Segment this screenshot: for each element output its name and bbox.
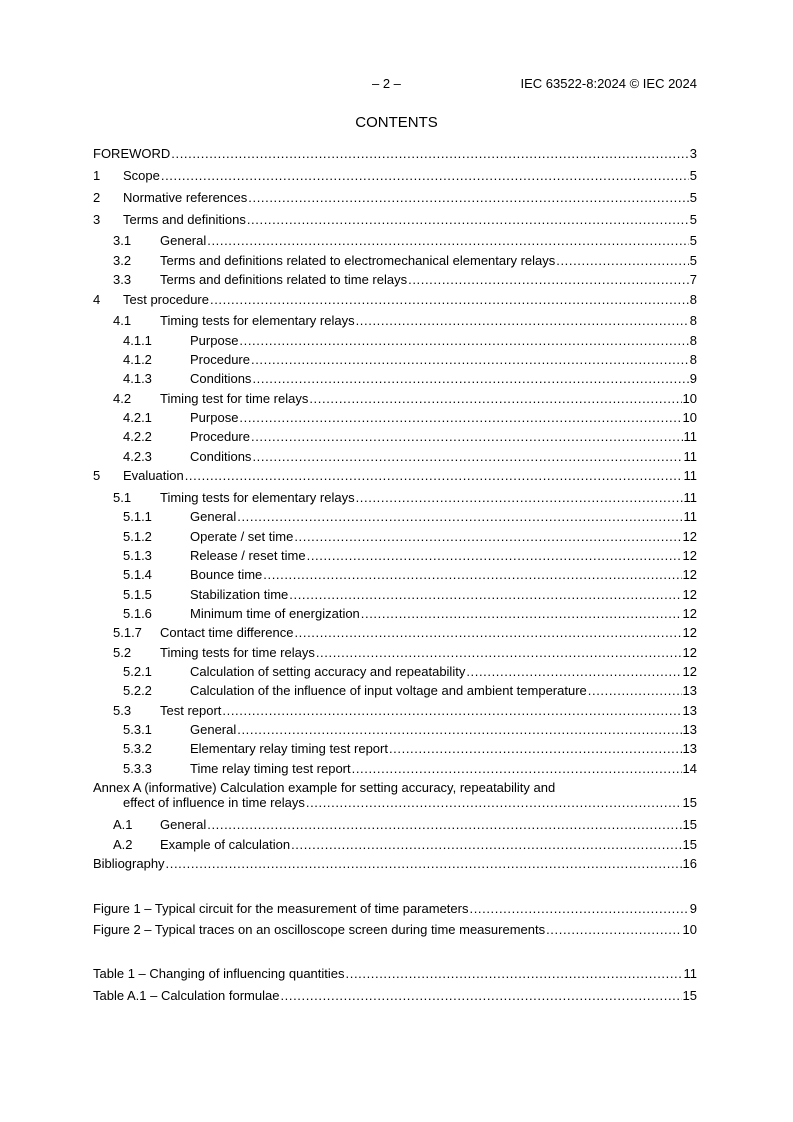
toc-entry-label: Purpose bbox=[190, 333, 239, 348]
toc-entry-body bbox=[160, 271, 697, 289]
toc-entry-page: 13 bbox=[682, 722, 697, 737]
toc-entry-label: Example of calculation bbox=[160, 837, 291, 852]
toc-entry-number: 5 bbox=[93, 468, 101, 483]
dot-leader bbox=[309, 390, 681, 408]
toc-entry[interactable] bbox=[93, 271, 697, 289]
toc-entry-body bbox=[190, 566, 697, 584]
toc-entry[interactable] bbox=[93, 145, 697, 163]
dot-leader bbox=[588, 682, 682, 700]
dot-leader bbox=[556, 252, 689, 270]
toc-entry-page: 11 bbox=[683, 509, 697, 524]
toc-entry-page: 12 bbox=[682, 548, 697, 563]
toc-entry-body bbox=[190, 721, 697, 739]
toc-entry-page: 12 bbox=[682, 664, 697, 679]
dot-leader bbox=[294, 624, 681, 642]
dot-leader bbox=[252, 448, 682, 466]
toc-entry[interactable] bbox=[93, 836, 697, 854]
dot-leader bbox=[207, 232, 689, 250]
toc-entry-page: 15 bbox=[682, 988, 697, 1003]
toc-entry[interactable] bbox=[93, 332, 697, 350]
toc-entry[interactable] bbox=[93, 291, 697, 309]
toc-entry-body bbox=[190, 528, 697, 546]
toc-entry-label: Stabilization time bbox=[190, 587, 289, 602]
toc-entry[interactable] bbox=[93, 428, 697, 446]
toc-entry-page: 8 bbox=[689, 292, 697, 307]
toc-entry-number: 4.1.1 bbox=[123, 333, 152, 348]
toc-entry-label: Time relay timing test report bbox=[190, 761, 351, 776]
dot-leader bbox=[469, 900, 688, 918]
toc-entry-page: 13 bbox=[682, 741, 697, 756]
toc-entry-number: 4.1.3 bbox=[123, 371, 152, 386]
toc-entry-number: 5.1.5 bbox=[123, 587, 152, 602]
dot-leader bbox=[356, 312, 689, 330]
toc-entry-page: 15 bbox=[682, 795, 697, 810]
toc-entry-body bbox=[160, 232, 697, 250]
dot-leader bbox=[316, 644, 682, 662]
toc-entry[interactable] bbox=[93, 624, 697, 642]
toc-entry-number: 5.1.1 bbox=[123, 509, 152, 524]
toc-entry[interactable] bbox=[93, 721, 697, 739]
toc-entry-page: 5 bbox=[689, 168, 697, 183]
dot-leader bbox=[291, 836, 681, 854]
toc-entry-label: General bbox=[160, 817, 207, 832]
toc-entry-body bbox=[190, 428, 697, 446]
toc-entry-body bbox=[123, 291, 697, 309]
toc-entry-number: 5.3.1 bbox=[123, 722, 152, 737]
dot-leader bbox=[171, 145, 688, 163]
toc-entry-page: 11 bbox=[683, 490, 697, 505]
toc-entry-label: General bbox=[190, 722, 237, 737]
toc-entry-number: 4.2.1 bbox=[123, 410, 152, 425]
dot-leader bbox=[251, 428, 683, 446]
dot-leader bbox=[237, 721, 681, 739]
toc-entry-label: Procedure bbox=[190, 352, 250, 367]
toc-entry-label: Timing test for time relays bbox=[160, 391, 309, 406]
toc-entry-body bbox=[190, 547, 697, 565]
toc-entry-page: 3 bbox=[689, 146, 697, 161]
toc-entry-page: 9 bbox=[689, 901, 697, 916]
toc-entry-label: Terms and definitions bbox=[123, 212, 246, 227]
toc-entry[interactable] bbox=[93, 900, 697, 918]
toc-entry[interactable] bbox=[93, 211, 697, 229]
dot-leader bbox=[185, 467, 683, 485]
toc-entry-page: 16 bbox=[682, 856, 697, 871]
toc-entry-page: 13 bbox=[682, 683, 697, 698]
toc-entry-label: Timing tests for elementary relays bbox=[160, 490, 355, 505]
annex-a-heading[interactable]: Annex A (informative) Calculation example for setting accuracy, repeatability and bbox=[93, 780, 556, 795]
toc-entry[interactable] bbox=[93, 351, 697, 369]
toc-entry[interactable] bbox=[93, 390, 697, 408]
toc-entry-label: Terms and definitions related to time relays bbox=[160, 272, 408, 287]
toc-entry-label: Terms and definitions related to electromechanical elementary relays bbox=[160, 253, 556, 268]
toc-entry[interactable] bbox=[93, 566, 697, 584]
toc-entry-label: Purpose bbox=[190, 410, 239, 425]
toc-entry-page: 8 bbox=[689, 313, 697, 328]
dot-leader bbox=[307, 547, 682, 565]
dot-leader bbox=[389, 740, 682, 758]
toc-entry-label: General bbox=[190, 509, 237, 524]
toc-entry-body bbox=[93, 965, 697, 983]
toc-entry[interactable] bbox=[93, 312, 697, 330]
toc-entry[interactable] bbox=[93, 605, 697, 623]
toc-entry-number: 5.1.6 bbox=[123, 606, 152, 621]
toc-entry[interactable] bbox=[93, 965, 697, 983]
toc-entry-label: Bibliography bbox=[93, 856, 165, 871]
toc-entry-number: 5.2.1 bbox=[123, 664, 152, 679]
toc-entry-page: 8 bbox=[689, 352, 697, 367]
toc-entry-body bbox=[190, 409, 697, 427]
dot-leader bbox=[161, 167, 689, 185]
toc-entry-number: 4.2.2 bbox=[123, 429, 152, 444]
toc-entry-label: Figure 1 – Typical circuit for the measurement of time parameters bbox=[93, 901, 469, 916]
toc-entry-number: 4.2 bbox=[113, 391, 132, 406]
toc-entry-page: 5 bbox=[689, 233, 697, 248]
toc-entry[interactable] bbox=[93, 232, 697, 250]
dot-leader bbox=[251, 351, 689, 369]
page-number: – 2 – bbox=[372, 76, 401, 91]
toc-entry-number: 4.1 bbox=[113, 313, 132, 328]
toc-entry[interactable] bbox=[93, 644, 697, 662]
toc-entry-page: 10 bbox=[682, 391, 697, 406]
toc-entry-label: Figure 2 – Typical traces on an oscilloscope screen during time measurements bbox=[93, 922, 546, 937]
toc-entry-page: 9 bbox=[689, 371, 697, 386]
dot-leader bbox=[248, 189, 688, 207]
toc-entry-label: Operate / set time bbox=[190, 529, 294, 544]
toc-entry-label: Evaluation bbox=[123, 468, 184, 483]
toc-entry-number: A.2 bbox=[113, 837, 133, 852]
toc-entry-body bbox=[160, 644, 697, 662]
toc-entry[interactable] bbox=[93, 547, 697, 565]
toc-entry-body bbox=[93, 987, 697, 1005]
toc-entry-number: 4.1.2 bbox=[123, 352, 152, 367]
toc-entry-body bbox=[160, 702, 697, 720]
toc-entry-number: 5.1.2 bbox=[123, 529, 152, 544]
dot-leader bbox=[239, 332, 688, 350]
dot-leader bbox=[239, 409, 681, 427]
toc-entry-number: 1 bbox=[93, 168, 101, 183]
toc-entry-label: effect of influence in time relays bbox=[123, 795, 305, 810]
toc-entry-body bbox=[123, 189, 697, 207]
toc-entry-body bbox=[123, 794, 697, 812]
toc-entry[interactable] bbox=[93, 370, 697, 388]
toc-entry[interactable] bbox=[93, 448, 697, 466]
toc-entry[interactable] bbox=[93, 489, 697, 507]
toc-entry-body bbox=[93, 855, 697, 873]
contents-title: CONTENTS bbox=[355, 114, 438, 131]
toc-entry-page: 12 bbox=[682, 529, 697, 544]
toc-entry[interactable] bbox=[93, 409, 697, 427]
toc-entry-label: Calculation of the influence of input voltage and ambient temperature bbox=[190, 683, 587, 698]
dot-leader bbox=[289, 586, 681, 604]
dot-leader bbox=[280, 987, 681, 1005]
toc-entry-page: 11 bbox=[683, 449, 697, 464]
toc-entry-page: 13 bbox=[682, 703, 697, 718]
toc-entry-page: 11 bbox=[683, 966, 697, 981]
toc-entry-page: 15 bbox=[682, 837, 697, 852]
toc-entry-label: Conditions bbox=[190, 449, 252, 464]
toc-entry-body bbox=[160, 624, 697, 642]
toc-entry-body bbox=[123, 467, 697, 485]
dot-leader bbox=[263, 566, 681, 584]
toc-entry-body bbox=[160, 390, 697, 408]
toc-entry-number: 3.2 bbox=[113, 253, 132, 268]
toc-entry[interactable] bbox=[93, 816, 697, 834]
toc-entry-label: Table 1 – Changing of influencing quantities bbox=[93, 966, 345, 981]
toc-entry-body bbox=[93, 921, 697, 939]
toc-entry-number: 4 bbox=[93, 292, 101, 307]
toc-entry-page: 7 bbox=[689, 272, 697, 287]
dot-leader bbox=[361, 605, 682, 623]
toc-entry[interactable] bbox=[93, 855, 697, 873]
toc-entry-number: 5.1 bbox=[113, 490, 132, 505]
toc-entry[interactable] bbox=[93, 508, 697, 526]
toc-entry-label: Conditions bbox=[190, 371, 252, 386]
toc-entry-page: 12 bbox=[682, 645, 697, 660]
toc-entry-body bbox=[190, 370, 697, 388]
toc-entry-body bbox=[123, 211, 697, 229]
dot-leader bbox=[346, 965, 683, 983]
toc-entry-body bbox=[190, 682, 697, 700]
toc-entry-page: 10 bbox=[682, 410, 697, 425]
toc-entry[interactable] bbox=[93, 740, 697, 758]
toc-entry[interactable] bbox=[93, 252, 697, 270]
dot-leader bbox=[306, 794, 682, 812]
dot-leader bbox=[408, 271, 689, 289]
toc-entry-body bbox=[160, 489, 697, 507]
toc-entry-label: Calculation of setting accuracy and repeatability bbox=[190, 664, 466, 679]
toc-entry-label: Normative references bbox=[123, 190, 248, 205]
toc-entry-body bbox=[123, 167, 697, 185]
toc-entry-label: Procedure bbox=[190, 429, 250, 444]
toc-entry-body bbox=[160, 836, 697, 854]
toc-entry-page: 12 bbox=[682, 625, 697, 640]
toc-entry-number: 5.1.3 bbox=[123, 548, 152, 563]
toc-entry-label: Table A.1 – Calculation formulae bbox=[93, 988, 280, 1003]
dot-leader bbox=[356, 489, 683, 507]
toc-entry-label: Release / reset time bbox=[190, 548, 306, 563]
toc-entry[interactable] bbox=[93, 167, 697, 185]
toc-entry-number: 2 bbox=[93, 190, 101, 205]
toc-entry-page: 14 bbox=[682, 761, 697, 776]
toc-entry-page: 10 bbox=[682, 922, 697, 937]
toc-entry-page: 12 bbox=[682, 606, 697, 621]
toc-entry[interactable] bbox=[93, 663, 697, 681]
dot-leader bbox=[546, 921, 681, 939]
toc-entry-body bbox=[93, 145, 697, 163]
toc-entry-page: 5 bbox=[689, 212, 697, 227]
toc-entry-label: Contact time difference bbox=[160, 625, 294, 640]
toc-entry-page: 5 bbox=[689, 253, 697, 268]
toc-entry-page: 11 bbox=[683, 468, 697, 483]
dot-leader bbox=[247, 211, 689, 229]
toc-entry[interactable] bbox=[93, 467, 697, 485]
dot-leader bbox=[294, 528, 681, 546]
toc-entry-number: 4.2.3 bbox=[123, 449, 152, 464]
toc-entry-label: Scope bbox=[123, 168, 160, 183]
toc-entry-label: Test procedure bbox=[123, 292, 209, 307]
toc-entry[interactable] bbox=[93, 794, 697, 812]
toc-entry[interactable] bbox=[93, 682, 697, 700]
toc-entry-number: 5.2.2 bbox=[123, 683, 152, 698]
toc-entry-label: Timing tests for time relays bbox=[160, 645, 315, 660]
toc-entry-page: 12 bbox=[682, 567, 697, 582]
toc-entry-page: 5 bbox=[689, 190, 697, 205]
toc-entry-label: Minimum time of energization bbox=[190, 606, 360, 621]
dot-leader bbox=[166, 855, 682, 873]
toc-entry-body bbox=[190, 663, 697, 681]
toc-entry-label: FOREWORD bbox=[93, 146, 171, 161]
dot-leader bbox=[210, 291, 689, 309]
toc-entry-body bbox=[160, 252, 697, 270]
dot-leader bbox=[237, 508, 682, 526]
toc-entry-label: General bbox=[160, 233, 207, 248]
toc-entry-number: 5.3 bbox=[113, 703, 132, 718]
standard-reference: IEC 63522-8:2024 © IEC 2024 bbox=[520, 76, 697, 91]
toc-entry-body bbox=[190, 508, 697, 526]
toc-entry-body bbox=[160, 312, 697, 330]
toc-entry-number: 5.1.7 bbox=[113, 625, 142, 640]
dot-leader bbox=[222, 702, 681, 720]
toc-entry-body bbox=[190, 332, 697, 350]
toc-entry[interactable] bbox=[93, 760, 697, 778]
toc-entry-body bbox=[190, 740, 697, 758]
toc-entry[interactable] bbox=[93, 189, 697, 207]
toc-entry-label: Bounce time bbox=[190, 567, 263, 582]
toc-entry[interactable] bbox=[93, 586, 697, 604]
toc-entry-body bbox=[190, 351, 697, 369]
toc-entry-number: 5.1.4 bbox=[123, 567, 152, 582]
toc-entry-number: 3.1 bbox=[113, 233, 132, 248]
toc-entry-page: 12 bbox=[682, 587, 697, 602]
toc-entry-label: Elementary relay timing test report bbox=[190, 741, 388, 756]
toc-entry-number: A.1 bbox=[113, 817, 133, 832]
toc-entry[interactable] bbox=[93, 987, 697, 1005]
toc-entry-label: Test report bbox=[160, 703, 222, 718]
toc-entry-number: 5.2 bbox=[113, 645, 132, 660]
dot-leader bbox=[352, 760, 682, 778]
toc-entry-body bbox=[160, 816, 697, 834]
toc-entry-body bbox=[190, 586, 697, 604]
toc-entry[interactable] bbox=[93, 528, 697, 546]
toc-entry[interactable] bbox=[93, 921, 697, 939]
toc-entry-body bbox=[190, 605, 697, 623]
dot-leader bbox=[207, 816, 681, 834]
toc-entry-page: 11 bbox=[683, 429, 697, 444]
dot-leader bbox=[252, 370, 688, 388]
toc-entry-label: Timing tests for elementary relays bbox=[160, 313, 355, 328]
toc-entry-body bbox=[190, 760, 697, 778]
toc-entry-number: 3 bbox=[93, 212, 101, 227]
toc-entry-number: 5.3.2 bbox=[123, 741, 152, 756]
dot-leader bbox=[466, 663, 681, 681]
toc-entry-number: 3.3 bbox=[113, 272, 132, 287]
toc-entry-page: 15 bbox=[682, 817, 697, 832]
toc-entry-number: 5.3.3 bbox=[123, 761, 152, 776]
toc-entry-body bbox=[190, 448, 697, 466]
toc-entry-body bbox=[93, 900, 697, 918]
toc-entry[interactable] bbox=[93, 702, 697, 720]
toc-entry-page: 8 bbox=[689, 333, 697, 348]
